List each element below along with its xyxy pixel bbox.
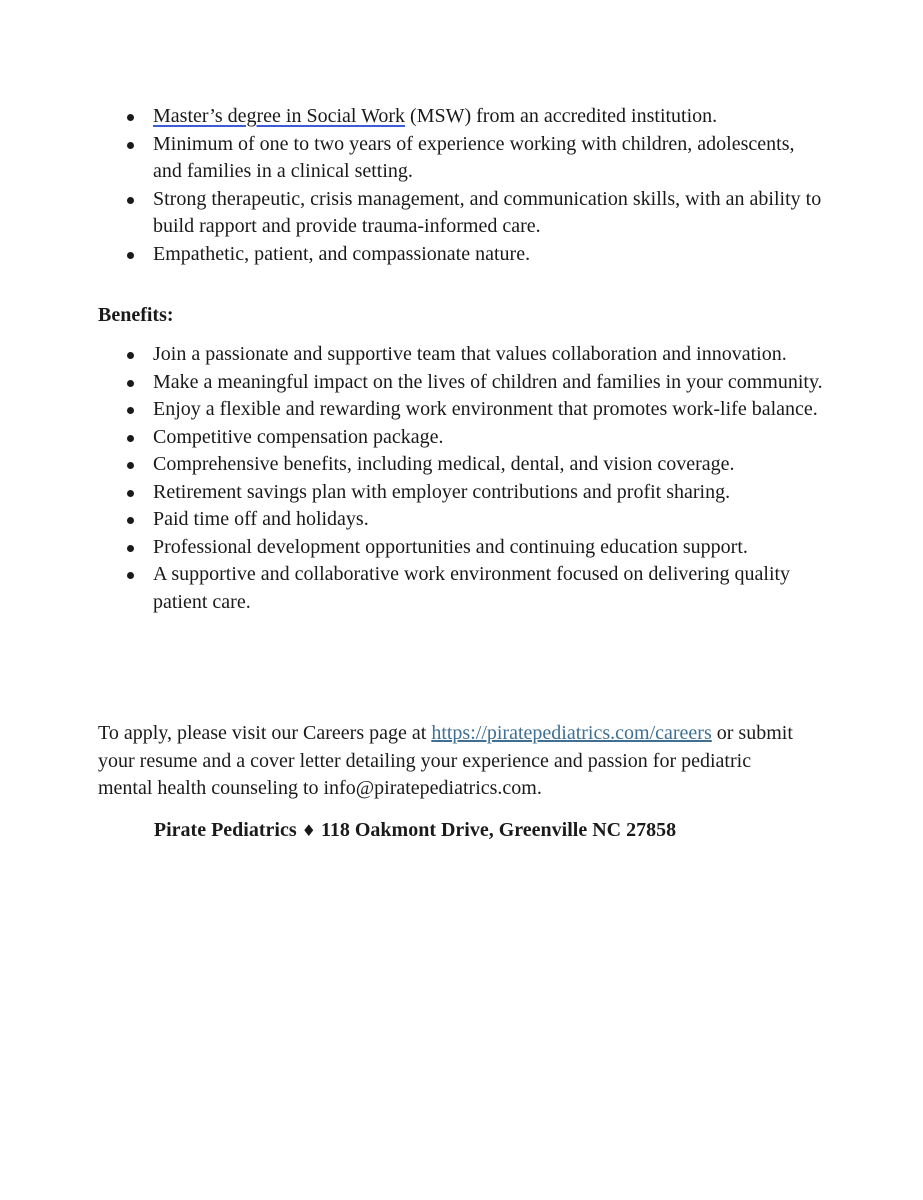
footer-address-line <box>0 816 830 845</box>
list-item <box>98 561 828 616</box>
bullet-icon <box>127 572 134 579</box>
apply-prefix: To apply, please visit our Careers page at <box>98 722 432 744</box>
bullet-icon <box>127 252 134 259</box>
list-item <box>98 369 828 397</box>
bullet-icon <box>127 352 134 359</box>
practice-name: Pirate Pediatrics <box>153 819 297 841</box>
list-item <box>98 241 828 269</box>
diamond-separator-icon: ♦ <box>301 821 316 840</box>
bullet-icon <box>127 380 134 387</box>
list-item-text: Join a passionate and supportive team that values collaboration and innovation. <box>153 343 787 365</box>
list-item-text: Enjoy a flexible and rewarding work environment that promotes work-life balance. <box>153 398 818 420</box>
apply-suffix: or submit your resume and a cover letter detailing your experience and passion for pediatric mental health counseling to info@piratepediatrics.com. <box>98 722 793 799</box>
list-item <box>98 506 828 534</box>
bullet-icon <box>127 114 134 121</box>
bullet-icon <box>127 462 134 469</box>
list-item-text: Paid time off and holidays. <box>153 508 369 530</box>
list-item-text: Empathetic, patient, and compassionate nature. <box>153 242 531 265</box>
requirements-list <box>98 103 828 268</box>
bullet-icon <box>127 545 134 552</box>
bullet-icon <box>127 517 134 524</box>
benefits-list <box>98 341 828 616</box>
list-item <box>98 479 828 507</box>
list-item <box>98 424 828 452</box>
list-item <box>98 396 828 424</box>
bullet-icon <box>127 407 134 414</box>
bullet-icon <box>127 142 134 149</box>
careers-link[interactable]: https://piratepediatrics.com/careers <box>431 722 712 744</box>
practice-address: 118 Oakmont Drive, Greenville NC 27858 <box>320 819 677 841</box>
list-item-text: Strong therapeutic, crisis management, and communication skills, with an ability to build rapport and provide trauma-informed care. <box>153 187 822 237</box>
list-item-text: Retirement savings plan with employer contributions and profit sharing. <box>153 480 731 503</box>
list-item-text: A supportive and collaborative work environment focused on delivering quality patient care. <box>153 563 791 613</box>
apply-paragraph <box>98 720 798 803</box>
list-item <box>98 451 828 479</box>
list-item <box>98 534 828 562</box>
list-item <box>98 103 828 131</box>
list-item-text: Competitive compensation package. <box>153 425 444 448</box>
bullet-icon <box>127 435 134 442</box>
bullet-icon <box>127 197 134 204</box>
spellcheck-underlined-text: Master’s degree in Social Work <box>153 105 406 127</box>
list-item-text: Make a meaningful impact on the lives of children and families in your community. <box>153 370 823 393</box>
list-item <box>98 186 828 241</box>
list-item-text: Professional development opportunities and continuing education support. <box>153 535 748 558</box>
benefits-heading: Benefits: <box>98 304 174 326</box>
list-item <box>98 131 828 186</box>
list-item <box>98 341 828 369</box>
bullet-icon <box>127 490 134 497</box>
list-item-text: Minimum of one to two years of experience working with children, adolescents, and families in a clinical setting. <box>153 132 795 182</box>
list-item-text: Comprehensive benefits, including medical, dental, and vision coverage. <box>153 453 735 475</box>
list-item-text: (MSW) from an accredited institution. <box>405 105 718 127</box>
